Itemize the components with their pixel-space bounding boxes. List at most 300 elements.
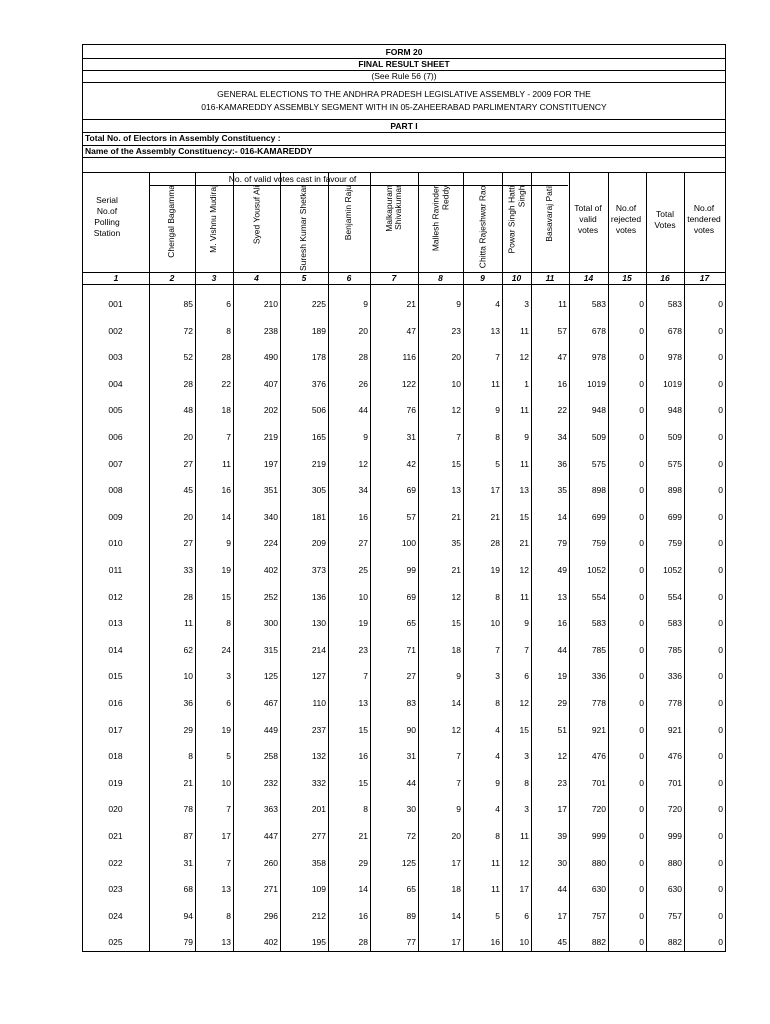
- column-number: 10: [511, 273, 522, 283]
- vote-count-cell: 6: [524, 910, 529, 921]
- vote-count-cell: 11: [520, 458, 529, 469]
- vote-count-cell: 210: [263, 299, 278, 309]
- vote-count-cell: 132: [311, 751, 326, 762]
- vote-count-cell: 79: [557, 538, 567, 549]
- vote-count-cell: 759: [591, 538, 606, 549]
- vote-count-cell: 701: [667, 777, 682, 788]
- constituency-label: Name of the Assembly Constituency:- 016-KAMAREDDY: [85, 146, 313, 156]
- vote-count-cell: 0: [639, 378, 644, 389]
- vote-count-cell: 28: [183, 591, 193, 602]
- vote-count-cell: 4: [495, 804, 500, 815]
- vote-count-cell: 0: [639, 804, 644, 815]
- vote-count-cell: 17: [519, 884, 529, 895]
- vote-count-cell: 7: [495, 644, 500, 655]
- vote-count-cell: 5: [495, 910, 500, 921]
- vote-count-cell: 10: [183, 671, 193, 682]
- vote-count-cell: 21: [183, 777, 193, 788]
- vote-count-cell: 16: [358, 511, 368, 522]
- vote-count-cell: 785: [667, 644, 682, 655]
- vote-count-cell: 490: [263, 352, 278, 363]
- form-subtitle: FINAL RESULT SHEET: [358, 59, 450, 69]
- vote-count-cell: 44: [358, 405, 368, 416]
- vote-count-cell: 14: [221, 511, 231, 522]
- vote-count-cell: 27: [183, 458, 193, 469]
- vote-count-cell: 85: [183, 299, 193, 309]
- rejected-header: No.of rejected votes: [610, 203, 642, 235]
- vote-count-cell: 0: [639, 352, 644, 363]
- vote-count-cell: 9: [456, 299, 461, 309]
- vote-count-cell: 7: [524, 644, 529, 655]
- vote-count-cell: 0: [718, 352, 723, 363]
- vote-count-cell: 373: [311, 565, 326, 575]
- vote-count-cell: 336: [667, 671, 682, 682]
- form-20-sheet: [82, 44, 726, 952]
- vote-count-cell: 699: [667, 511, 682, 522]
- vote-count-cell: 0: [718, 910, 723, 921]
- vote-count-cell: 882: [591, 937, 606, 948]
- vote-count-cell: 8: [226, 618, 231, 629]
- election-line-1: GENERAL ELECTIONS TO THE ANDHRA PRADESH LEGISLATIVE ASSEMBLY - 2009 FOR THE: [217, 89, 591, 99]
- column-number: 7: [391, 273, 397, 283]
- vote-count-cell: 195: [311, 937, 326, 948]
- column-number: 8: [438, 273, 443, 283]
- vote-count-cell: 47: [557, 352, 567, 363]
- vote-count-cell: 21: [451, 565, 461, 575]
- vote-count-cell: 8: [226, 325, 231, 336]
- vote-count-cell: 31: [406, 751, 416, 762]
- vote-count-cell: 34: [358, 485, 368, 496]
- candidate-header: Malkapuram Shivakumar: [383, 185, 403, 232]
- vote-count-cell: 29: [358, 857, 368, 868]
- polling-station-number: 024: [108, 910, 123, 921]
- vote-count-cell: 0: [718, 671, 723, 682]
- vote-count-cell: 447: [263, 831, 278, 841]
- vote-count-cell: 0: [718, 937, 723, 948]
- vote-count-cell: 209: [311, 538, 326, 549]
- vote-count-cell: 28: [490, 538, 500, 549]
- vote-count-cell: 0: [718, 777, 723, 788]
- vote-count-cell: 13: [221, 884, 231, 895]
- vote-count-cell: 0: [639, 325, 644, 336]
- polling-station-number: 003: [108, 352, 123, 363]
- column-number: 3: [211, 273, 217, 283]
- vote-count-cell: 898: [667, 485, 682, 496]
- vote-count-cell: 21: [451, 511, 461, 522]
- candidate-header: Basavaraj Patil: [544, 185, 555, 242]
- vote-count-cell: 125: [263, 671, 278, 682]
- vote-count-cell: 0: [639, 591, 644, 602]
- vote-count-cell: 575: [591, 458, 606, 469]
- vote-count-cell: 9: [524, 618, 529, 629]
- vote-count-cell: 36: [183, 698, 193, 708]
- vote-count-cell: 21: [490, 511, 500, 522]
- vote-count-cell: 0: [639, 910, 644, 921]
- vote-count-cell: 11: [491, 857, 500, 868]
- vote-count-cell: 23: [557, 777, 567, 788]
- vote-count-cell: 8: [226, 910, 231, 921]
- polling-station-number: 018: [108, 751, 123, 762]
- vote-count-cell: 87: [183, 831, 193, 841]
- polling-station-number: 025: [108, 937, 123, 948]
- vote-count-cell: 8: [524, 777, 529, 788]
- vote-count-cell: 880: [591, 857, 606, 868]
- vote-count-cell: 44: [557, 884, 567, 895]
- polling-station-number: 013: [108, 618, 123, 629]
- vote-count-cell: 27: [406, 671, 416, 682]
- polling-station-number: 001: [108, 299, 123, 309]
- vote-count-cell: 0: [718, 432, 723, 442]
- vote-count-cell: 8: [495, 698, 500, 708]
- vote-count-cell: 271: [263, 884, 278, 895]
- vote-count-cell: 6: [226, 698, 231, 708]
- vote-count-cell: 47: [406, 325, 416, 336]
- vote-count-cell: 20: [451, 831, 461, 841]
- vote-count-cell: 30: [406, 804, 416, 815]
- vote-count-cell: 7: [456, 751, 461, 762]
- vote-count-cell: 3: [495, 671, 500, 682]
- vote-count-cell: 0: [718, 325, 723, 336]
- vote-count-cell: 65: [406, 884, 416, 895]
- candidate-header: Syed Yousuf Ali: [250, 185, 261, 244]
- vote-count-cell: 11: [491, 884, 500, 895]
- vote-count-cell: 3: [524, 804, 529, 815]
- vote-count-cell: 898: [591, 485, 606, 496]
- vote-count-cell: 116: [402, 352, 416, 363]
- vote-count-cell: 13: [490, 325, 500, 336]
- vote-count-cell: 237: [311, 724, 326, 735]
- polling-station-number: 021: [108, 831, 123, 841]
- vote-count-cell: 10: [490, 618, 500, 629]
- vote-count-cell: 757: [667, 910, 682, 921]
- vote-count-cell: 45: [557, 937, 567, 948]
- vote-count-cell: 6: [226, 299, 231, 309]
- serial-header: Serial No.of Polling Station: [93, 195, 121, 238]
- vote-count-cell: 630: [667, 884, 682, 895]
- total-votes-header: Total Votes: [654, 209, 676, 230]
- vote-count-cell: 11: [184, 618, 193, 629]
- vote-count-cell: 13: [451, 485, 461, 496]
- vote-count-cell: 778: [591, 698, 606, 708]
- form-rule: (See Rule 56 (7)): [371, 71, 437, 81]
- vote-count-cell: 12: [519, 352, 529, 363]
- vote-count-cell: 0: [718, 485, 723, 496]
- vote-count-cell: 0: [639, 458, 644, 469]
- vote-count-cell: 7: [456, 432, 461, 442]
- vote-count-cell: 0: [718, 831, 723, 841]
- vote-count-cell: 402: [263, 937, 278, 948]
- vote-count-cell: 7: [456, 777, 461, 788]
- vote-count-cell: 0: [639, 485, 644, 496]
- vote-count-cell: 336: [591, 671, 606, 682]
- vote-count-cell: 8: [495, 432, 500, 442]
- vote-count-cell: 15: [221, 591, 231, 602]
- election-line-2: 016-KAMAREDDY ASSEMBLY SEGMENT WITH IN 05-ZAHEERABAD PARLIMENTARY CONSTITUENCY: [201, 102, 607, 112]
- vote-count-cell: 0: [639, 671, 644, 682]
- vote-count-cell: 214: [311, 644, 326, 655]
- vote-count-cell: 21: [519, 538, 529, 549]
- polling-station-number: 023: [108, 884, 123, 895]
- vote-count-cell: 9: [363, 432, 368, 442]
- polling-station-number: 007: [108, 458, 123, 469]
- vote-count-cell: 26: [358, 378, 368, 389]
- vote-count-cell: 260: [263, 857, 278, 868]
- form-title: FORM 20: [385, 47, 423, 57]
- vote-count-cell: 17: [451, 857, 461, 868]
- vote-count-cell: 630: [591, 884, 606, 895]
- column-number: 6: [346, 273, 352, 283]
- vote-count-cell: 12: [451, 405, 461, 416]
- vote-count-cell: 9: [524, 432, 529, 442]
- candidate-header: Chitta Rajeshwar Rao: [476, 185, 487, 268]
- vote-count-cell: 16: [557, 618, 567, 629]
- vote-count-cell: 18: [451, 884, 461, 895]
- vote-count-cell: 27: [358, 538, 368, 549]
- vote-count-cell: 720: [591, 804, 606, 815]
- polling-station-number: 006: [108, 432, 123, 442]
- vote-count-cell: 509: [591, 432, 606, 442]
- vote-count-cell: 197: [263, 458, 278, 469]
- vote-count-cell: 30: [557, 857, 567, 868]
- polling-station-number: 002: [108, 325, 123, 336]
- vote-count-cell: 28: [221, 352, 231, 363]
- vote-count-cell: 15: [451, 458, 461, 469]
- vote-count-cell: 11: [520, 831, 529, 841]
- vote-count-cell: 9: [456, 804, 461, 815]
- vote-count-cell: 0: [639, 565, 644, 575]
- vote-count-cell: 14: [451, 698, 461, 708]
- vote-count-cell: 3: [524, 751, 529, 762]
- vote-count-cell: 17: [557, 910, 567, 921]
- vote-count-cell: 16: [221, 485, 231, 496]
- vote-count-cell: 79: [183, 937, 193, 948]
- vote-count-cell: 0: [639, 777, 644, 788]
- candidate-header: Powar Singh Hatti Singh: [506, 185, 526, 254]
- vote-count-cell: 19: [557, 671, 567, 682]
- vote-count-cell: 109: [311, 884, 326, 895]
- vote-count-cell: 21: [406, 299, 416, 309]
- vote-count-cell: 17: [451, 937, 461, 948]
- vote-count-cell: 57: [406, 511, 416, 522]
- part-label: PART I: [390, 121, 418, 131]
- vote-count-cell: 31: [406, 432, 416, 442]
- polling-station-number: 010: [108, 538, 123, 549]
- vote-count-cell: 0: [718, 857, 723, 868]
- vote-count-cell: 23: [358, 644, 368, 655]
- vote-count-cell: 332: [311, 777, 326, 788]
- vote-count-cell: 0: [639, 857, 644, 868]
- vote-count-cell: 583: [591, 618, 606, 629]
- column-number: 4: [254, 273, 259, 283]
- vote-count-cell: 17: [490, 485, 500, 496]
- vote-count-cell: 14: [358, 884, 368, 895]
- vote-count-cell: 17: [221, 831, 231, 841]
- vote-count-cell: 165: [311, 432, 326, 442]
- polling-station-number: 012: [108, 591, 123, 602]
- vote-count-cell: 99: [406, 565, 416, 575]
- vote-count-cell: 0: [639, 751, 644, 762]
- vote-count-cell: 18: [451, 644, 461, 655]
- vote-count-cell: 978: [667, 352, 682, 363]
- vote-count-cell: 8: [188, 751, 193, 762]
- vote-count-cell: 10: [451, 378, 461, 389]
- vote-count-cell: 699: [591, 511, 606, 522]
- vote-count-cell: 8: [495, 591, 500, 602]
- vote-count-cell: 7: [226, 432, 231, 442]
- vote-count-cell: 17: [557, 804, 567, 815]
- vote-count-cell: 15: [519, 511, 529, 522]
- vote-count-cell: 12: [519, 698, 529, 708]
- vote-count-cell: 0: [718, 511, 723, 522]
- vote-count-cell: 23: [451, 325, 461, 336]
- vote-count-cell: 0: [639, 432, 644, 442]
- vote-count-cell: 77: [406, 937, 416, 948]
- polling-station-number: 009: [108, 511, 123, 522]
- vote-count-cell: 10: [519, 937, 529, 948]
- vote-count-cell: 0: [718, 698, 723, 708]
- vote-count-cell: 0: [718, 299, 723, 309]
- vote-count-cell: 62: [183, 644, 193, 655]
- vote-count-cell: 351: [263, 485, 278, 496]
- vote-count-cell: 277: [311, 831, 326, 841]
- vote-count-cell: 13: [358, 698, 368, 708]
- vote-count-cell: 11: [558, 299, 567, 309]
- vote-count-cell: 16: [358, 910, 368, 921]
- vote-count-cell: 13: [557, 591, 567, 602]
- vote-count-cell: 28: [183, 378, 193, 389]
- vote-count-cell: 358: [311, 857, 326, 868]
- vote-count-cell: 785: [591, 644, 606, 655]
- vote-count-cell: 449: [263, 724, 278, 735]
- vote-count-cell: 0: [718, 644, 723, 655]
- vote-count-cell: 94: [183, 910, 193, 921]
- vote-count-cell: 0: [718, 884, 723, 895]
- candidate-header: Benjamin Raju: [343, 185, 354, 241]
- vote-count-cell: 11: [520, 591, 529, 602]
- vote-count-cell: 0: [639, 644, 644, 655]
- vote-count-cell: 1052: [587, 565, 606, 575]
- vote-count-cell: 27: [183, 538, 193, 549]
- vote-count-cell: 9: [495, 777, 500, 788]
- vote-count-cell: 224: [263, 538, 278, 549]
- vote-count-cell: 20: [451, 352, 461, 363]
- vote-count-cell: 340: [263, 511, 278, 522]
- vote-count-cell: 78: [183, 804, 193, 815]
- vote-count-cell: 3: [524, 299, 529, 309]
- vote-count-cell: 90: [406, 724, 416, 735]
- vote-count-cell: 15: [358, 777, 368, 788]
- vote-count-cell: 5: [495, 458, 500, 469]
- column-number: 9: [480, 273, 485, 283]
- vote-count-cell: 21: [358, 831, 368, 841]
- vote-count-cell: 33: [183, 565, 193, 575]
- vote-count-cell: 252: [263, 591, 278, 602]
- vote-count-cell: 31: [183, 857, 193, 868]
- vote-count-cell: 9: [456, 671, 461, 682]
- vote-count-cell: 39: [557, 831, 567, 841]
- column-number: 14: [583, 273, 594, 283]
- vote-count-cell: 44: [406, 777, 416, 788]
- vote-count-cell: 49: [557, 565, 567, 575]
- vote-count-cell: 921: [591, 724, 606, 735]
- polling-station-number: 016: [108, 698, 123, 708]
- vote-count-cell: 0: [718, 724, 723, 735]
- vote-count-cell: 19: [490, 565, 500, 575]
- vote-count-cell: 48: [183, 405, 193, 416]
- vote-count-cell: 89: [406, 910, 416, 921]
- vote-count-cell: 759: [667, 538, 682, 549]
- vote-count-cell: 407: [263, 378, 278, 389]
- vote-count-cell: 0: [639, 405, 644, 416]
- polling-station-number: 015: [108, 671, 123, 682]
- vote-count-cell: 20: [183, 511, 193, 522]
- vote-count-cell: 882: [667, 937, 682, 948]
- vote-count-cell: 921: [667, 724, 682, 735]
- vote-count-cell: 189: [311, 325, 326, 336]
- vote-count-cell: 12: [358, 458, 368, 469]
- vote-count-cell: 15: [451, 618, 461, 629]
- vote-count-cell: 18: [221, 405, 231, 416]
- vote-count-cell: 315: [263, 644, 278, 655]
- tendered-header: No.of tendered votes: [687, 203, 721, 235]
- vote-count-cell: 402: [263, 565, 278, 575]
- vote-count-cell: 376: [311, 378, 326, 389]
- vote-count-cell: 1019: [663, 378, 682, 389]
- vote-count-cell: 0: [718, 565, 723, 575]
- vote-count-cell: 3: [226, 671, 231, 682]
- vote-count-cell: 20: [358, 325, 368, 336]
- vote-count-cell: 7: [226, 857, 231, 868]
- vote-count-cell: 225: [311, 299, 326, 309]
- vote-count-cell: 25: [358, 565, 368, 575]
- vote-count-cell: 7: [226, 804, 231, 815]
- vote-count-cell: 12: [451, 591, 461, 602]
- vote-count-cell: 11: [520, 325, 529, 336]
- vote-count-cell: 0: [639, 884, 644, 895]
- vote-count-cell: 19: [358, 618, 368, 629]
- polling-station-number: 019: [108, 777, 123, 788]
- vote-count-cell: 0: [639, 698, 644, 708]
- vote-count-cell: 136: [311, 591, 326, 602]
- vote-count-cell: 42: [406, 458, 416, 469]
- vote-count-cell: 178: [311, 352, 326, 363]
- vote-count-cell: 583: [667, 618, 682, 629]
- polling-station-number: 005: [108, 405, 123, 416]
- vote-count-cell: 757: [591, 910, 606, 921]
- vote-count-cell: 4: [495, 751, 500, 762]
- vote-count-cell: 509: [667, 432, 682, 442]
- candidate-header: M. Vishnu Mudiraj: [208, 185, 219, 253]
- vote-count-cell: 22: [221, 378, 231, 389]
- vote-count-cell: 10: [221, 777, 231, 788]
- vote-count-cell: 0: [718, 618, 723, 629]
- vote-count-cell: 110: [312, 698, 326, 708]
- vote-count-cell: 8: [495, 831, 500, 841]
- vote-count-cell: 0: [639, 618, 644, 629]
- vote-count-cell: 1052: [663, 565, 682, 575]
- polling-station-number: 022: [108, 857, 123, 868]
- vote-count-cell: 15: [519, 724, 529, 735]
- vote-count-cell: 583: [591, 299, 606, 309]
- vote-count-cell: 0: [718, 591, 723, 602]
- vote-count-cell: 44: [557, 644, 567, 655]
- vote-count-cell: 68: [183, 884, 193, 895]
- vote-count-cell: 35: [557, 485, 567, 496]
- vote-count-cell: 999: [591, 831, 606, 841]
- polling-station-number: 020: [108, 804, 123, 815]
- vote-count-cell: 0: [718, 458, 723, 469]
- total-valid-header: Total of valid votes: [574, 203, 602, 235]
- vote-count-cell: 36: [557, 458, 567, 469]
